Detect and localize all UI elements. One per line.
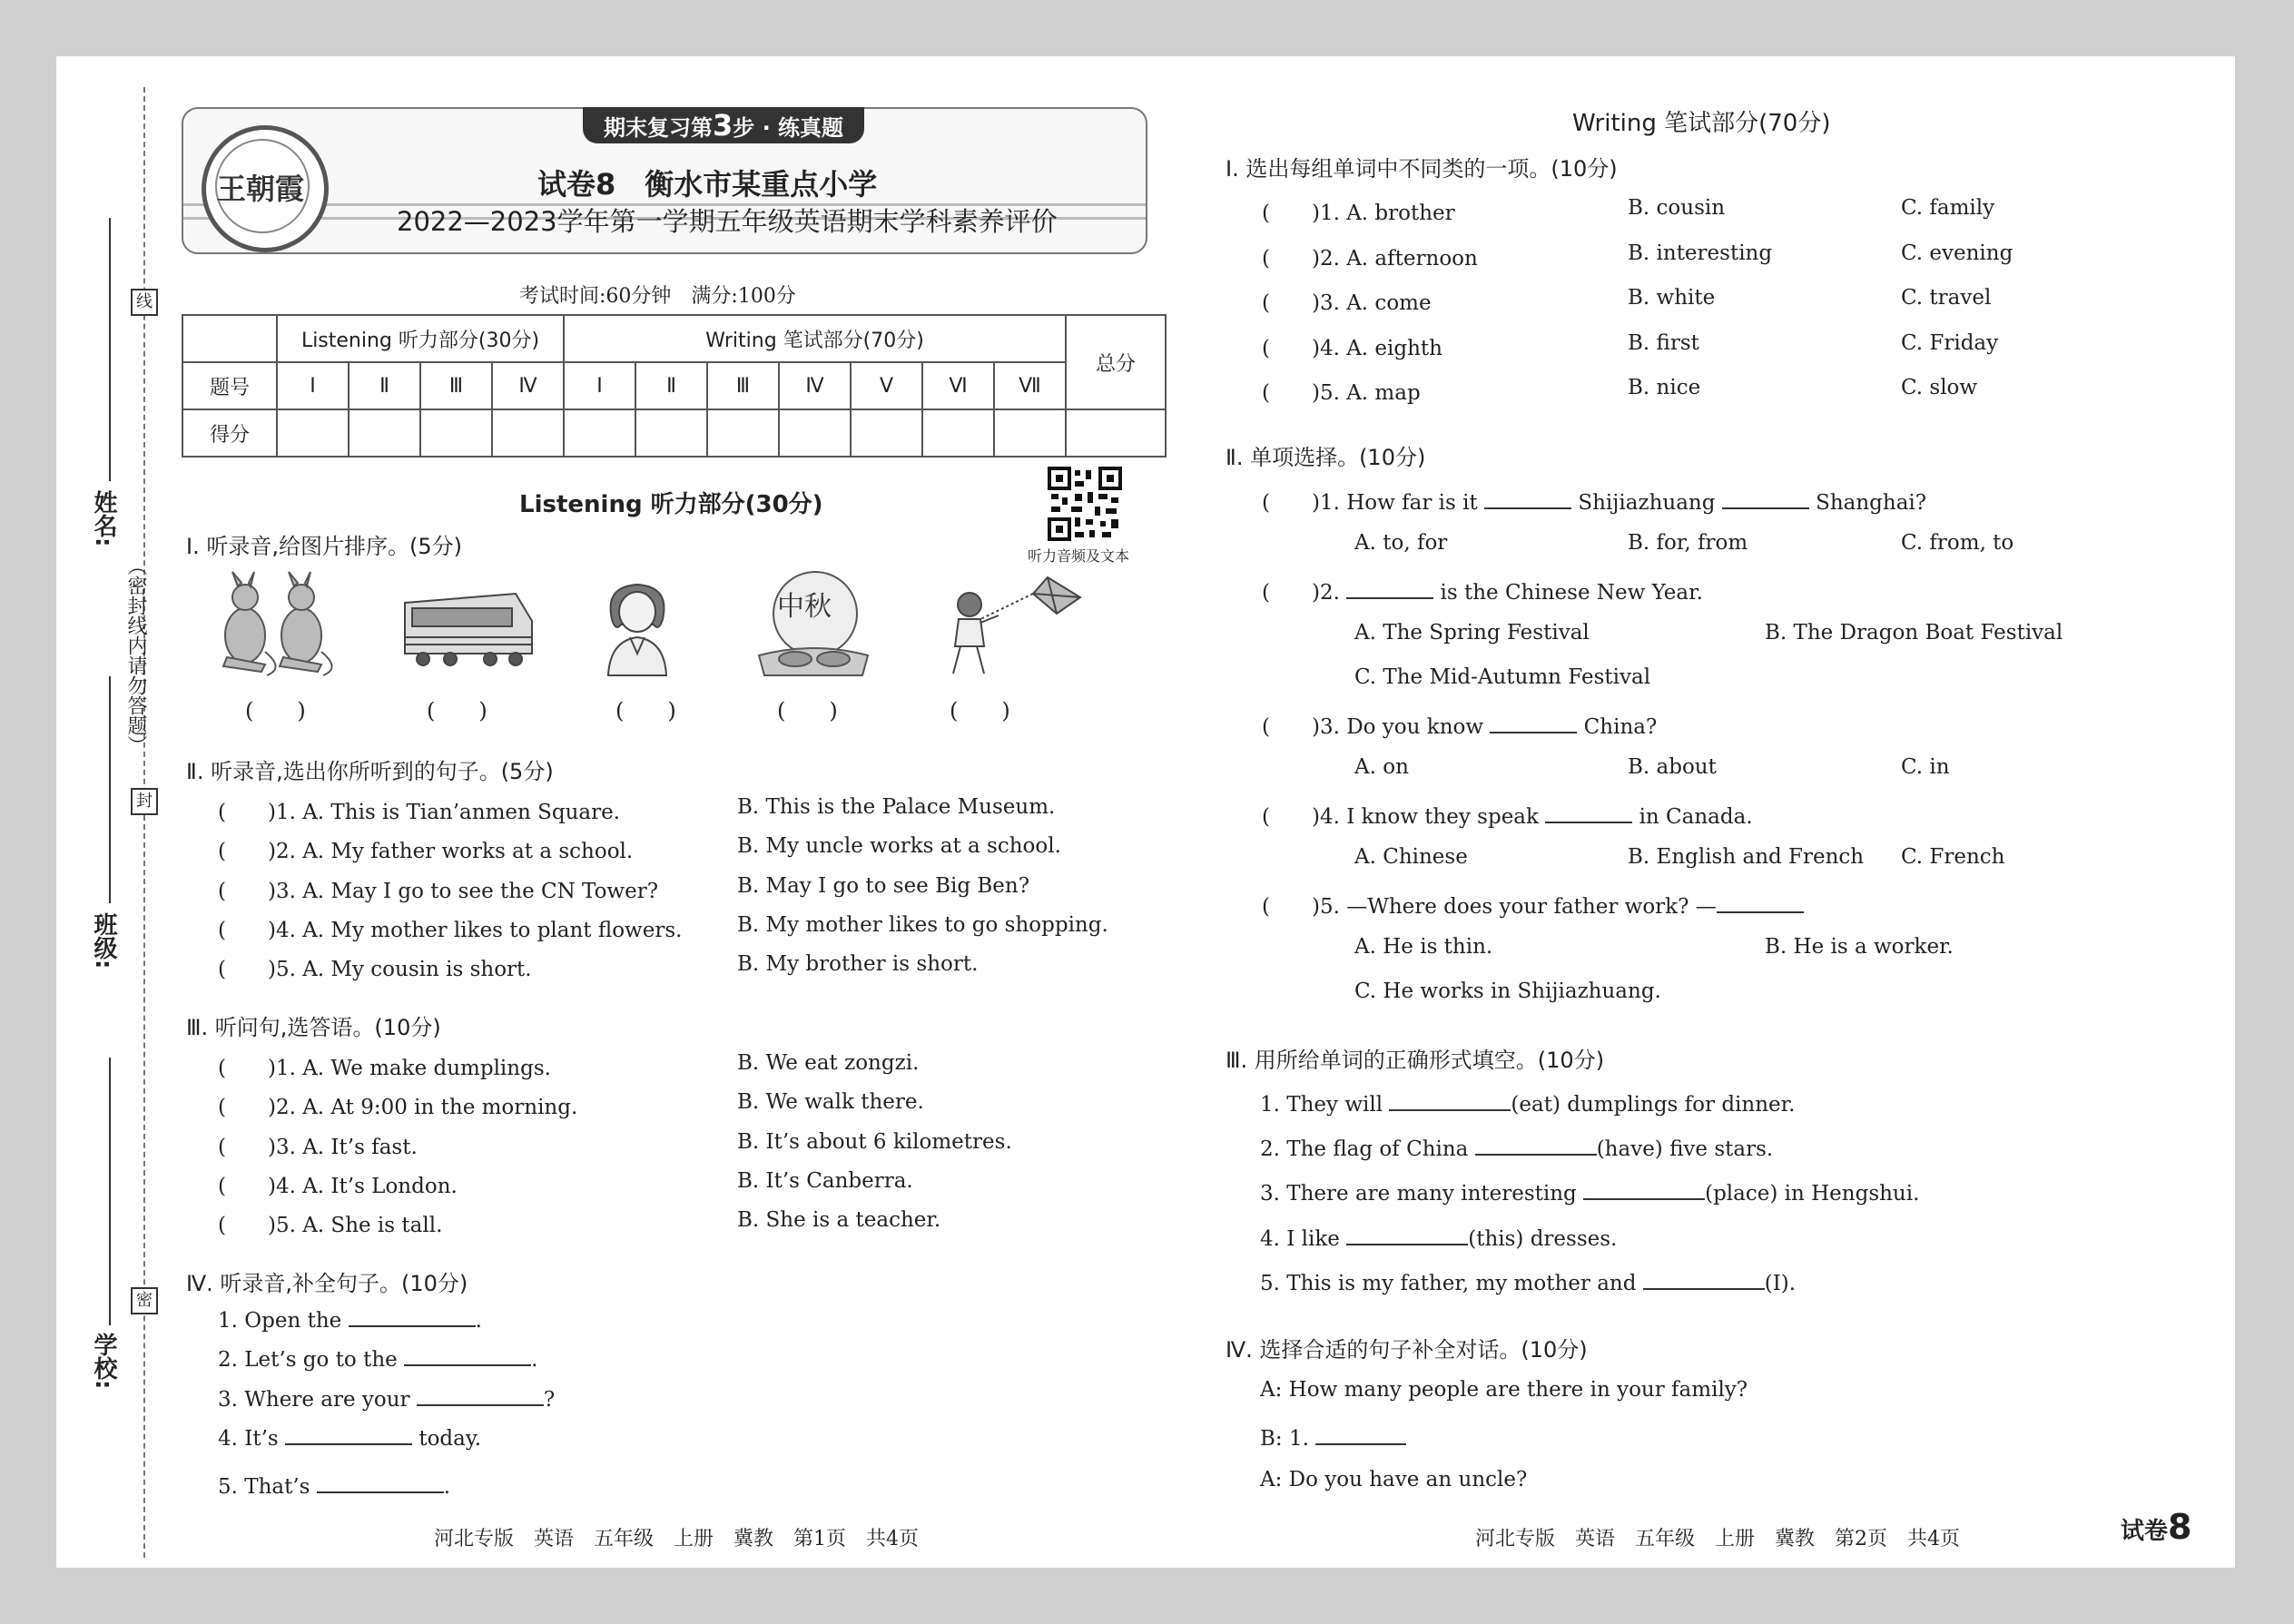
w2-q2-b[interactable]: B. The Dragon Boat Festival <box>1765 621 2063 645</box>
w3-item-3: 3. There are many interesting (place) in Hengshui. <box>1260 1178 1919 1206</box>
exam-title: 试卷8 衡水市某重点小学 <box>537 167 878 202</box>
l2-q2-b[interactable]: B. My uncle works at a school. <box>737 834 1061 858</box>
w2-q5-b[interactable]: B. He is a worker. <box>1765 935 1954 959</box>
picture-blank-3[interactable]: ( ) <box>615 698 676 723</box>
answer-blank[interactable] <box>317 1471 444 1493</box>
w1-q3-b[interactable]: B. white <box>1628 286 1716 310</box>
seal-mark-top: 线 <box>131 289 158 316</box>
l3-q2-b[interactable]: B. We walk there. <box>737 1090 924 1114</box>
answer-blank[interactable] <box>285 1423 412 1445</box>
l4-item-5: 5. That’s . <box>218 1471 450 1499</box>
listening-header: Listening 听力部分(30分) <box>277 315 564 362</box>
class-line[interactable] <box>109 676 111 903</box>
l2-q2-a[interactable]: ( )2. A. My father works at a school. <box>218 840 634 863</box>
l2-q3-b[interactable]: B. May I go to see Big Ben? <box>737 874 1030 898</box>
answer-blank[interactable] <box>1315 1423 1406 1445</box>
l4-item-3: 3. Where are your ? <box>218 1384 555 1412</box>
number-row <box>182 362 1166 409</box>
l3-q4-b[interactable]: B. It’s Canberra. <box>737 1169 913 1193</box>
qr-caption: 听力音频及文本 <box>1028 547 1130 565</box>
listening-title: Listening 听力部分(30分) <box>519 491 823 518</box>
total-header: 总分 <box>1066 315 1166 409</box>
col-w2: Ⅱ <box>635 362 707 409</box>
w2-q5-a[interactable]: A. He is thin. <box>1354 935 1493 959</box>
w1-q2[interactable]: ( )2. A. afternoon <box>1262 247 1478 271</box>
w2-q5[interactable]: ( )5. —Where does your father work? — <box>1262 890 1804 920</box>
footer-right: 河北专版 英语 五年级 上册 冀教 第2页 共4页 <box>1475 1528 1960 1550</box>
w2-q5-c[interactable]: C. He works in Shijiazhuang. <box>1354 979 1661 1003</box>
seal-mark-mid: 封 <box>131 788 158 815</box>
col-w7: Ⅶ <box>994 362 1066 409</box>
total-score-cell[interactable] <box>1066 409 1166 457</box>
brand-seal <box>202 125 329 252</box>
w-section-4-title: Ⅳ. 选择合适的句子补全对话。(10分) <box>1226 1337 1588 1363</box>
w2-q1-a[interactable]: A. to, for <box>1354 531 1448 555</box>
train-picture <box>399 581 536 668</box>
l-section-2-title: Ⅱ. 听录音,选出你所听到的句子。(5分) <box>186 759 554 784</box>
l-section-1-title: Ⅰ. 听录音,给图片排序。(5分) <box>186 534 462 559</box>
l3-q2-a[interactable]: ( )2. A. At 9:00 in the morning. <box>218 1096 578 1119</box>
answer-blank[interactable] <box>349 1305 476 1327</box>
w2-q2[interactable]: ( )2. is the Chinese New Year. <box>1262 576 1703 605</box>
paper-badge: 试卷8 <box>2121 1507 2192 1547</box>
row-number-label: 题号 <box>182 362 277 409</box>
l-section-3-title: Ⅲ. 听问句,选答语。(10分) <box>186 1015 441 1040</box>
w1-q4[interactable]: ( )4. A. eighth <box>1262 337 1442 360</box>
mid-autumn-picture <box>750 568 877 679</box>
w1-q2-b[interactable]: B. interesting <box>1628 241 1773 265</box>
w2-q1-b[interactable]: B. for, from <box>1628 531 1748 555</box>
l2-q1-b[interactable]: B. This is the Palace Museum. <box>737 795 1056 819</box>
school-line[interactable] <box>109 1058 111 1325</box>
w1-q4-c[interactable]: C. Friday <box>1901 331 1999 355</box>
table-corner <box>182 315 277 362</box>
score-cell[interactable] <box>492 409 564 457</box>
dialog-line-3: A: Do you have an uncle? <box>1260 1468 1528 1491</box>
score-row <box>182 409 1166 457</box>
w2-q3-c[interactable]: C. in <box>1901 755 1950 779</box>
name-line[interactable] <box>109 218 111 481</box>
l4-item-4: 4. It’s today. <box>218 1423 481 1451</box>
w2-q4-a[interactable]: A. Chinese <box>1354 845 1468 869</box>
exam-subtitle: 2022—2023学年第一学期五年级英语期末学科素养评价 <box>397 206 1058 237</box>
kangaroo-picture <box>211 570 342 677</box>
score-cell[interactable] <box>564 409 635 457</box>
l2-q5-b[interactable]: B. My brother is short. <box>737 952 979 976</box>
w-section-1-title: Ⅰ. 选出每组单词中不同类的一项。(10分) <box>1226 156 1618 182</box>
w1-q1-b[interactable]: B. cousin <box>1628 196 1726 220</box>
l3-q5-b[interactable]: B. She is a teacher. <box>737 1208 941 1232</box>
w2-q4-b[interactable]: B. English and French <box>1628 845 1865 869</box>
footer-left: 河北专版 英语 五年级 上册 冀教 第1页 共4页 <box>434 1528 919 1550</box>
w1-q5[interactable]: ( )5. A. map <box>1262 381 1421 405</box>
dialog-line-1: A: How many people are there in your family? <box>1260 1378 1748 1402</box>
l3-q3-a[interactable]: ( )3. A. It’s fast. <box>218 1136 418 1159</box>
w2-q2-a[interactable]: A. The Spring Festival <box>1354 621 1590 645</box>
row-score-label: 得分 <box>182 409 277 457</box>
picture-blank-2[interactable]: ( ) <box>427 698 487 723</box>
w-section-3-title: Ⅲ. 用所给单词的正确形式填空。(10分) <box>1226 1048 1605 1073</box>
col-w3: Ⅲ <box>707 362 779 409</box>
l4-item-1: 1. Open the . <box>218 1305 482 1333</box>
answer-blank[interactable] <box>1346 1224 1468 1245</box>
w2-q3[interactable]: ( )3. Do you know China? <box>1262 710 1657 740</box>
writing-header: Writing 笔试部分(70分) <box>564 315 1066 362</box>
score-cell[interactable] <box>349 409 420 457</box>
col-l2: Ⅱ <box>349 362 420 409</box>
answer-blank[interactable] <box>1583 1178 1705 1200</box>
col-w4: Ⅳ <box>779 362 851 409</box>
l2-q3-a[interactable]: ( )3. A. May I go to see the CN Tower? <box>218 880 659 903</box>
l-section-4-title: Ⅳ. 听录音,补全句子。(10分) <box>186 1271 468 1296</box>
class-label: 班级: <box>90 912 117 969</box>
name-label: 姓名: <box>90 490 117 547</box>
picture-blank-5[interactable]: ( ) <box>950 698 1010 723</box>
col-l3: Ⅲ <box>420 362 492 409</box>
w2-q1-c[interactable]: C. from, to <box>1901 531 2014 555</box>
w3-item-4: 4. I like (this) dresses. <box>1260 1224 1617 1251</box>
w1-q1-c[interactable]: C. family <box>1901 196 1995 220</box>
w1-q3[interactable]: ( )3. A. come <box>1262 291 1432 315</box>
svg-text:中秋: 中秋 <box>777 591 832 623</box>
l2-q4-a[interactable]: ( )4. A. My mother likes to plant flowers. <box>218 919 683 942</box>
col-l4: Ⅳ <box>492 362 564 409</box>
l2-q5-a[interactable]: ( )5. A. My cousin is short. <box>218 958 532 981</box>
score-cell[interactable] <box>635 409 707 457</box>
col-w5: Ⅴ <box>851 362 922 409</box>
col-w6: Ⅵ <box>922 362 994 409</box>
answer-blank[interactable] <box>417 1384 544 1406</box>
w2-q3-b[interactable]: B. about <box>1628 755 1717 779</box>
score-cell[interactable] <box>994 409 1066 457</box>
score-cell[interactable] <box>851 409 922 457</box>
l3-q4-a[interactable]: ( )4. A. It’s London. <box>218 1175 458 1198</box>
w3-item-5: 5. This is my father, my mother and (I). <box>1260 1268 1796 1295</box>
w1-q3-c[interactable]: C. travel <box>1901 286 1992 310</box>
col-w1: Ⅰ <box>564 362 635 409</box>
w2-q4[interactable]: ( )4. I know they speak in Canada. <box>1262 800 1753 830</box>
l3-q1-b[interactable]: B. We eat zongzi. <box>737 1051 920 1075</box>
answer-blank[interactable] <box>1475 1134 1597 1156</box>
w3-item-1: 1. They will (eat) dumplings for dinner. <box>1260 1089 1795 1117</box>
review-step-tab: 期末复习第3步 · 练真题 <box>583 107 864 143</box>
kite-girl-picture <box>939 574 1084 679</box>
w2-q2-c[interactable]: C. The Mid-Autumn Festival <box>1354 665 1651 689</box>
picture-blank-4[interactable]: ( ) <box>777 698 838 723</box>
answer-blank[interactable] <box>1389 1089 1511 1111</box>
exam-info: 考试时间:60分钟 满分:100分 <box>519 285 796 308</box>
score-cell[interactable] <box>779 409 851 457</box>
binding-notice: （密封线内请勿答题） <box>124 556 147 755</box>
w1-q2-c[interactable]: C. evening <box>1901 241 2013 265</box>
w2-q4-c[interactable]: C. French <box>1901 845 2005 869</box>
l3-q1-a[interactable]: ( )1. A. We make dumplings. <box>218 1057 551 1080</box>
brand-name: 王朝霞 <box>216 172 304 206</box>
w3-item-2: 2. The flag of China (have) five stars. <box>1260 1134 1773 1161</box>
school-label: 学校: <box>90 1333 117 1390</box>
w1-q5-b[interactable]: B. nice <box>1628 376 1701 399</box>
score-cell[interactable] <box>922 409 994 457</box>
w-section-2-title: Ⅱ. 单项选择。(10分) <box>1226 445 1426 470</box>
l4-item-2: 2. Let’s go to the . <box>218 1344 537 1372</box>
score-cell[interactable] <box>420 409 492 457</box>
l3-q5-a[interactable]: ( )5. A. She is tall. <box>218 1214 443 1237</box>
dialog-line-2: B: 1. <box>1260 1423 1406 1451</box>
w1-q5-c[interactable]: C. slow <box>1901 376 1978 399</box>
score-cell[interactable] <box>707 409 779 457</box>
writing-title: Writing 笔试部分(70分) <box>1572 110 1831 137</box>
header-box <box>182 107 1147 254</box>
score-table <box>182 314 1167 458</box>
w2-q3-a[interactable]: A. on <box>1354 755 1409 779</box>
l2-q1-a[interactable]: ( )1. A. This is Tian’anmen Square. <box>218 801 621 824</box>
w1-q4-b[interactable]: B. first <box>1628 331 1699 355</box>
w2-q1[interactable]: ( )1. How far is it Shijiazhuang Shanghai? <box>1262 486 1926 516</box>
teacher-picture <box>596 577 679 677</box>
l3-q3-b[interactable]: B. It’s about 6 kilometres. <box>737 1130 1012 1154</box>
w1-q1[interactable]: ( )1. A. brother <box>1262 202 1455 225</box>
l2-q4-b[interactable]: B. My mother likes to go shopping. <box>737 913 1108 937</box>
col-l1: Ⅰ <box>277 362 349 409</box>
picture-blank-1[interactable]: ( ) <box>245 698 306 723</box>
score-cell[interactable] <box>277 409 349 457</box>
answer-blank[interactable] <box>1643 1268 1765 1290</box>
seal-mark-bottom: 密 <box>131 1287 158 1314</box>
answer-blank[interactable] <box>404 1344 531 1366</box>
qr-code[interactable] <box>1048 467 1122 541</box>
